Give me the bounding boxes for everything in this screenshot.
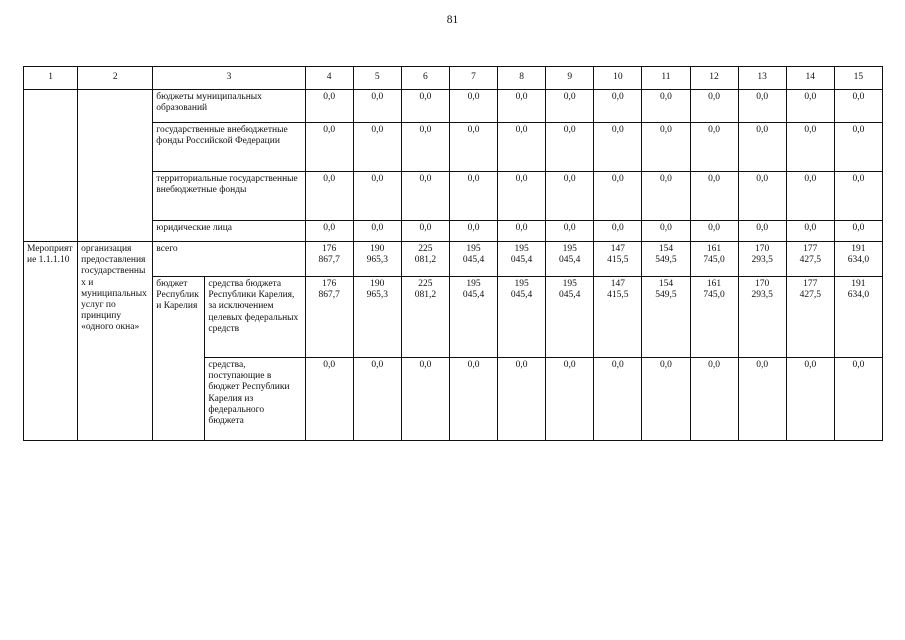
value-cell	[353, 242, 401, 277]
value-cell: 0,0	[786, 123, 834, 172]
value-cell	[401, 242, 449, 277]
row-label: территориальные государственные внебюджетные фонды	[153, 172, 305, 221]
continued-cell-1	[24, 90, 78, 242]
value-cell: 0,0	[353, 358, 401, 441]
value-cell	[498, 242, 546, 277]
row-label: бюджеты муниципальных образований	[153, 90, 305, 123]
value-part: 634,0	[847, 290, 870, 301]
column-header: 14	[786, 67, 834, 90]
value-part: 045,4	[462, 255, 485, 266]
value-cell	[834, 277, 882, 358]
value-cell: 0,0	[642, 221, 690, 242]
value-part: 190	[370, 279, 385, 289]
value-part: 176	[322, 279, 337, 289]
value-cell: 0,0	[401, 221, 449, 242]
value-cell: 0,0	[353, 172, 401, 221]
column-header: 2	[78, 67, 153, 90]
value-part: 191	[851, 279, 866, 289]
value-cell: 0,0	[401, 123, 449, 172]
value-cell	[738, 242, 786, 277]
value-cell	[449, 242, 497, 277]
column-header: 8	[498, 67, 546, 90]
table-row	[24, 242, 883, 277]
value-cell: 0,0	[690, 90, 738, 123]
table-row	[24, 221, 883, 242]
value-part: 745,0	[703, 255, 725, 266]
column-header: 5	[353, 67, 401, 90]
value-part: 176	[322, 244, 337, 254]
measure-name: организация предоставления государственных и муниципальных услуг по принципу «одного окна»	[78, 242, 153, 441]
value-cell: 0,0	[305, 358, 353, 441]
value-part: 081,2	[414, 255, 437, 266]
value-cell: 0,0	[498, 358, 546, 441]
column-header: 6	[401, 67, 449, 90]
page-number: 81	[446, 14, 459, 26]
value-cell: 0,0	[834, 358, 882, 441]
value-part: 549,5	[655, 255, 677, 266]
value-cell	[449, 277, 497, 358]
source-label: средства бюджета Республики Карелия, за исключением целевых федеральных средств	[205, 277, 305, 358]
total-label: всего	[153, 242, 305, 277]
value-cell	[690, 242, 738, 277]
column-header: 9	[546, 67, 594, 90]
value-cell: 0,0	[834, 123, 882, 172]
value-part: 191	[851, 244, 866, 254]
value-cell: 0,0	[738, 172, 786, 221]
value-cell: 0,0	[594, 221, 642, 242]
value-cell: 0,0	[449, 123, 497, 172]
value-cell: 0,0	[594, 123, 642, 172]
value-cell: 0,0	[690, 123, 738, 172]
value-cell: 0,0	[498, 221, 546, 242]
value-cell: 0,0	[546, 221, 594, 242]
value-part: 867,7	[318, 255, 340, 266]
value-cell: 0,0	[305, 123, 353, 172]
column-header: 10	[594, 67, 642, 90]
value-cell	[690, 277, 738, 358]
continued-cell-2	[78, 90, 153, 242]
table-row	[24, 277, 883, 358]
value-cell: 0,0	[305, 172, 353, 221]
value-cell: 0,0	[449, 90, 497, 123]
value-cell: 0,0	[738, 90, 786, 123]
value-part: 147	[610, 279, 625, 289]
value-cell	[738, 277, 786, 358]
value-cell: 0,0	[642, 358, 690, 441]
value-part: 965,3	[366, 255, 388, 266]
value-cell	[305, 277, 353, 358]
row-label: юридические лица	[153, 221, 305, 242]
value-part: 293,5	[751, 255, 773, 266]
value-cell: 0,0	[642, 172, 690, 221]
value-cell: 0,0	[401, 358, 449, 441]
value-cell: 0,0	[786, 90, 834, 123]
value-part: 195	[466, 279, 481, 289]
table-row	[24, 123, 883, 172]
value-cell	[786, 277, 834, 358]
value-part: 549,5	[655, 290, 677, 301]
value-cell	[498, 277, 546, 358]
value-cell: 0,0	[834, 90, 882, 123]
value-cell: 0,0	[642, 123, 690, 172]
value-cell: 0,0	[546, 358, 594, 441]
budget-label: бюджет Республики Карелия	[153, 277, 205, 441]
value-part: 190	[370, 244, 385, 254]
value-cell: 0,0	[401, 172, 449, 221]
value-cell: 0,0	[449, 221, 497, 242]
value-cell	[786, 242, 834, 277]
value-part: 225	[418, 279, 433, 289]
value-cell: 0,0	[305, 90, 353, 123]
column-header: 1	[24, 67, 78, 90]
value-part: 634,0	[847, 255, 870, 266]
value-part: 081,2	[414, 290, 437, 301]
value-part: 177	[803, 244, 818, 254]
value-cell: 0,0	[498, 172, 546, 221]
value-part: 045,4	[559, 255, 581, 266]
column-header: 13	[738, 67, 786, 90]
value-cell	[594, 277, 642, 358]
value-part: 965,3	[366, 290, 388, 301]
measure-id: Мероприятие 1.1.1.10	[24, 242, 78, 441]
value-part: 867,7	[318, 290, 340, 301]
value-part: 293,5	[751, 290, 773, 301]
column-header: 15	[834, 67, 882, 90]
value-cell: 0,0	[738, 358, 786, 441]
value-cell: 0,0	[546, 123, 594, 172]
value-part: 161	[706, 244, 722, 254]
value-cell: 0,0	[449, 172, 497, 221]
value-cell	[305, 242, 353, 277]
column-header: 4	[305, 67, 353, 90]
value-part: 154	[658, 244, 674, 254]
value-part: 170	[755, 244, 770, 254]
value-cell: 0,0	[498, 90, 546, 123]
value-cell	[353, 277, 401, 358]
value-part: 147	[610, 244, 625, 254]
value-part: 045,4	[462, 290, 485, 301]
value-cell: 0,0	[690, 358, 738, 441]
value-part: 195	[562, 279, 577, 289]
value-part: 045,4	[559, 290, 581, 301]
value-part: 045,4	[510, 290, 533, 301]
value-cell: 0,0	[594, 172, 642, 221]
source-label: средства, поступающие в бюджет Республики Карелия из федерального бюджета	[205, 358, 305, 441]
value-cell: 0,0	[738, 221, 786, 242]
column-header: 7	[449, 67, 497, 90]
value-part: 195	[562, 244, 577, 254]
value-part: 225	[418, 244, 433, 254]
value-part: 415,5	[607, 290, 629, 301]
value-part: 161	[706, 279, 722, 289]
value-cell	[401, 277, 449, 358]
value-cell: 0,0	[401, 90, 449, 123]
value-cell: 0,0	[594, 358, 642, 441]
column-header: 12	[690, 67, 738, 90]
value-cell	[546, 277, 594, 358]
value-cell: 0,0	[642, 90, 690, 123]
value-part: 195	[466, 244, 481, 254]
value-cell: 0,0	[690, 172, 738, 221]
value-part: 427,5	[799, 290, 821, 301]
value-cell: 0,0	[786, 221, 834, 242]
value-part: 745,0	[703, 290, 725, 301]
value-cell	[594, 242, 642, 277]
value-cell: 0,0	[786, 172, 834, 221]
value-part: 195	[514, 244, 529, 254]
header-row	[24, 67, 883, 90]
value-part: 427,5	[799, 255, 821, 266]
table-row	[24, 90, 883, 123]
value-part: 154	[658, 279, 674, 289]
value-cell: 0,0	[690, 221, 738, 242]
value-cell: 0,0	[498, 123, 546, 172]
value-cell: 0,0	[834, 221, 882, 242]
value-cell: 0,0	[546, 172, 594, 221]
value-cell	[546, 242, 594, 277]
value-cell	[642, 277, 690, 358]
row-label: государственные внебюджетные фонды Российской Федерации	[153, 123, 305, 172]
column-header: 11	[642, 67, 690, 90]
value-cell: 0,0	[594, 90, 642, 123]
value-cell	[642, 242, 690, 277]
value-cell	[834, 242, 882, 277]
value-part: 045,4	[510, 255, 533, 266]
value-cell: 0,0	[738, 123, 786, 172]
value-cell: 0,0	[449, 358, 497, 441]
value-cell: 0,0	[353, 221, 401, 242]
column-header: 3	[153, 67, 305, 90]
budget-table	[23, 66, 883, 441]
value-part: 415,5	[607, 255, 629, 266]
value-cell: 0,0	[786, 358, 834, 441]
value-part: 177	[803, 279, 818, 289]
value-cell: 0,0	[834, 172, 882, 221]
value-cell: 0,0	[353, 90, 401, 123]
value-part: 170	[755, 279, 770, 289]
value-cell: 0,0	[353, 123, 401, 172]
value-cell: 0,0	[546, 90, 594, 123]
table-row	[24, 172, 883, 221]
value-part: 195	[514, 279, 529, 289]
value-cell: 0,0	[305, 221, 353, 242]
